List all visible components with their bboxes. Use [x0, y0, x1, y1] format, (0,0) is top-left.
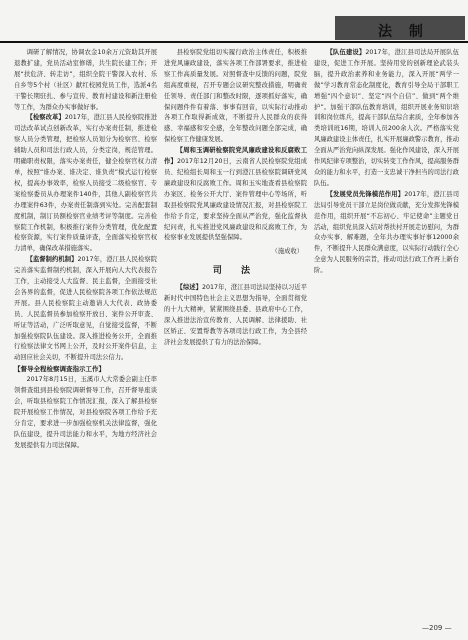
section-heading: 【发展党员先锋模范作用】	[326, 190, 405, 198]
paragraph: 县检察院党组切实履行政治主体责任，积极推进党风廉政建设，落实各项工作部署要求，推进检察工作高质量发展。对照督查中反馈的问题，院党组高度重视，召开专题会议研究整改措施，明确责任领导、责任部门和整改时限，逐项抓好落实，确保问题件件有着落、事事有回音，以实际行动推动各项工作取得新成效，不断提升人民群众的获得感、幸福感和安全感，全年整改问题全部完成，确保检察工作健康发展。	[164, 49, 307, 144]
page-number: — 209 —	[422, 624, 452, 632]
section-paragraph	[14, 255, 157, 364]
section-body: 2017年，澄江县司法局坚持以习近平新时代中国特色社会主义思想为指导，全面贯彻党的十九大精神，紧紧围绕县委、县政府中心工作，深入推进法治宣传教育、人民调解、法律援助、社区矫正、安置帮教等各项司法行政工作，为全县经济社会发展提供了有力的法治保障。	[164, 284, 307, 346]
section-paragraph	[314, 190, 459, 277]
section-heading: 【检察改革】	[26, 114, 65, 122]
section-paragraph	[14, 113, 157, 255]
section-heading: 【督导全程检察调查指示工作】	[14, 365, 105, 374]
section-paragraph	[164, 283, 307, 348]
header-rule	[0, 41, 468, 43]
section-heading: 【综述】	[176, 284, 203, 292]
page-header	[0, 0, 468, 42]
section-paragraph	[314, 48, 459, 190]
author-signature: （施成收）	[271, 248, 303, 256]
section-body: 2017年，澄江县人民检察院完善落实监督制约机制，深入开展向人大代表报告工作，主动接受人大监督、民主监督，全面接受社会各界的监督，促进人民检察院各项工作依法规范开展。县人民检察院主动邀请人大代表、政协委员、人民监督员参加检察开放日、案件公开审查、听证等活动，广泛听取意见，自觉接受监督，不断加强检察院队伍建设。深入推进检务公开，全面推行检察法律文书网上公开，及时公开案件信息，主动回应社会关切，不断提升司法公信力。	[14, 256, 157, 362]
category-title: 司 法	[212, 266, 259, 277]
text-column-2	[164, 48, 307, 608]
section-title: 法 制	[378, 24, 429, 40]
section-body: 2017年8月15日，玉溪市人大常委会副主任率领督查组到县检察院调研督导工作，召开督导座谈会，听取县检察院工作情况汇报，深入了解县检察院开展检察工作情况，对县检察院各项工作给予充分肯定，要求进一步加强检察机关法律监督，强化队伍建设，提升司法能力和水平，为地方经济社会发展提供有力司法保障。	[14, 376, 157, 449]
section-body: 2017年，澄江县司法局引导党员干部立足岗位做贡献，充分发挥先锋模范作用，组织开展“不忘初心、牢记使命”主题党日活动，组织党员深入结对帮扶村开展走访慰问，为群众办实事、解难题，全年共办理实事好事12000余件，不断提升人民群众满意度，以实际行动践行全心全意为人民服务的宗旨，推动司法行政工作再上新台阶。	[314, 190, 459, 275]
section-body: 2017年，澄江县司法局开展队伍建设，促进工作开展。坚持用党的创新理论武装头脑，提升政治素养和业务能力，深入开展“两学一做”学习教育常态化制度化，教育引导全局干部职工增强“四个意识”、坚定“四个自信”、做到“两个维护”。加强干部队伍教育培训，组织开展业务知识培训和岗位练兵，提高干部队伍综合素质，全年参加各类培训班16期，培训人员200余人次。严格落实党风廉政建设主体责任，扎实开展廉政警示教育，推动全面从严治党向纵深发展。强化作风建设，深入开展作风纪律专项整治，切实转变工作作风，提高服务群众的能力和水平，打造一支忠诚干净担当的司法行政队伍。	[314, 49, 459, 187]
section-heading: 【周和玉调研检察院党风廉政建设和反腐败工作】	[164, 147, 307, 166]
section-body: 2017年12月20日，云南省人民检察院党组成员、纪检组长周和玉一行到澄江县检察院调研党风廉政建设和反腐败工作。周和玉实地查看县检察院办案区、检务公开大厅、案件管理中心等场所，听取县检察院党风廉政建设情况汇报，对县检察院工作给予肯定，要求坚持全面从严治党，强化监督执纪问责，扎实推进党风廉政建设和反腐败工作，为检察事业发展提供坚强保障。	[164, 158, 307, 242]
section-paragraph	[164, 146, 307, 244]
section-body: 2017年，澄江县人民检察院推进司法改革试点创新改革，实行办案责任制，推进检察人员分类管理，把检察人员划分为检察官、检察辅助人员和司法行政人员，分类定岗，规范管理。明确职责权限，落实办案责任，健全检察官权力清单，按照“谁办案、谁决定、谁负责”模式运行检察权，提高办事效率，检察人员接受二级检察官、专案检察委员从办理案件140件，其他人副检察官共办理案件63件，办案责任制落到实处。完善配套制度机制，制订员额检察官业绩考评等制度。完善检察院工作机制，积极推行案件分类管理，优化配置检察资源，实行案件质量评查，全面落实检察官权力清单，确保改革措施落实。	[14, 114, 157, 253]
section-heading: 【队伍建设】	[326, 49, 366, 56]
text-column-3	[314, 48, 459, 608]
text-column-1	[14, 48, 157, 608]
paragraph: 调研了解情况，协调农金10余万元资助其开展退教扩建，党员活动室修缮，共生院长建工作；开展“扶危济、转走访”，组织全院干警深入农村、乐自乡等5个村（社区）献红校园党员工作，选派4名干警长期驻扎、参与宣传、教育村建设和新注册检等工作，为群众办实事做好事。	[14, 49, 157, 111]
section-heading: 【监督制约机制】	[26, 256, 78, 264]
